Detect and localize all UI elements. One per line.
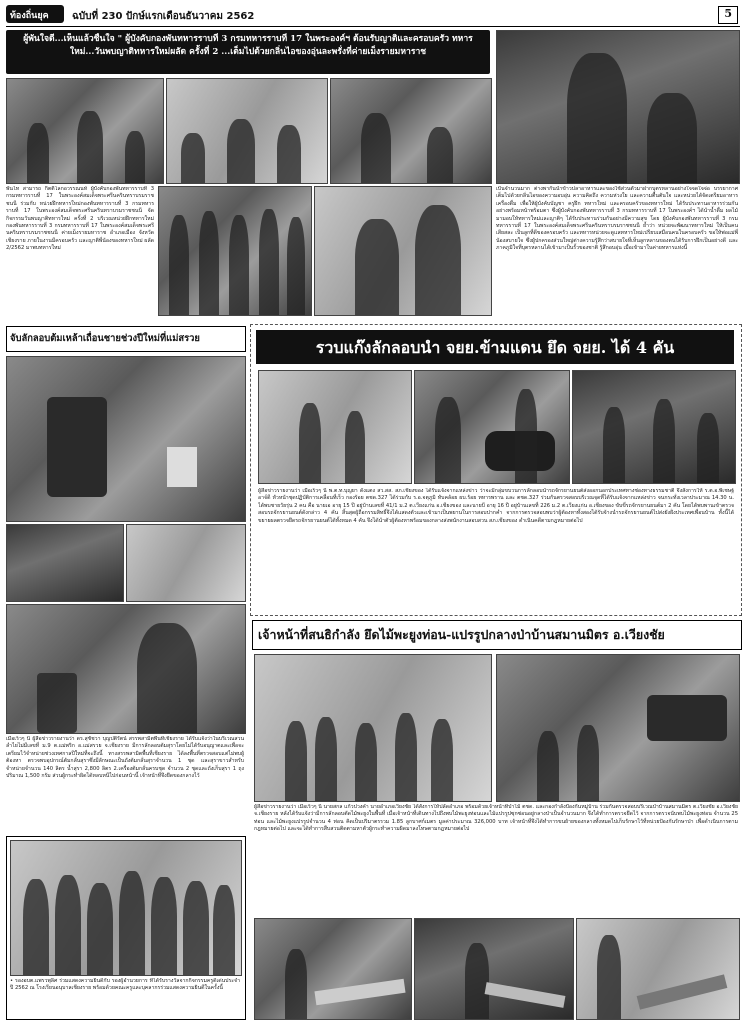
story3-photo-3 xyxy=(572,370,736,484)
story2-body: เมื่อเร็วๆ นี้ ผู้สื่อข่าวรายงานว่า ดร.สุชัชวา บุญปติรัตน์ สรรพสามิตพื้นที่เชียงราย ได้รับแจ้งว่าในบริเวณสวนลำไยไม่มีเลขที่ ม.9 ต.แม่พริก อ.แม่สรวย จ.เชียงราย มีการลักลอบต้มสุราโดยไม่ได้รับอนุญาตและเพื่อจะเตรียมไว้จำหน่ายช่วงเทศกาลปีใหม่ที่จะถึงนี้ ทางสรรพสามิตพื้นที่เชียงราย ได้ลงพื้นที่ตรวจสอบแต่ไม่พบผู้ต้องหา ตรวจพบอุปกรณ์ต้มกลั่นสุราซึ่งมีลักษณะเป็นถังต้มกลั่นสุราจำนวน 1 ชุด และสุราขาวสำหรับจำหน่ายจำนวน 140 ลิตร น้ำสุรา 2,800 ลิตร 2.เครื่องต้มกลั่นครบชุด จำนวน 2 ชุดและถังเก็บสุรา 1 ถุง ปริมาณ 1,500 กรัม ส่วนผู้กระทำผิดได้หลบหนีไปก่อนหน้านี้ เจ้าหน้าที่จึงยึดของกลางไว้ xyxy=(6,736,244,780)
masthead-logo-text: ท้องถิ่นยุค xyxy=(10,11,49,21)
society-photo xyxy=(10,840,242,976)
story2-photo-2 xyxy=(6,524,124,602)
issue-line: ฉบับที่ 230 ปักษ์แรกเดือนธันวาคม 2562 xyxy=(72,11,255,22)
story4-headline: เจ้าหน้าที่สนธิกำลัง ยึดไม้พะยูงท่อน-แปรรูปกลางป่าบ้านสมานมิตร อ.เวียงชัย xyxy=(258,627,665,642)
story1-photo-3 xyxy=(330,78,492,184)
story1-photo-1 xyxy=(6,78,164,184)
story1-photo-2 xyxy=(166,78,328,184)
page-number: 5 xyxy=(724,7,732,20)
story4-photo-3 xyxy=(254,918,412,1020)
story1-body-right: เป็นจำนวนมาก ต่างพากันนำข้าวปลาอาหารและของใช้ส่วนตัวมาฝากบุตรหลานอย่างใจจดใจจ่อ บรรยากาศเต็มไปด้วยกลิ่นไอของความอบอุ่น ความคิดถึง ความห่วงใย และความตื้นตันใจ และหน่วยได้จัดเตรียมอาหารเครื่องดื่ม เพื่อให้ผู้บังคับบัญชา ครูฝึก ทหารใหม่ และครอบครัวของทหารใหม่ ได้รับประทานอาหารร่วมกันอย่างพร้อมหน้าพร้อมตา ซึ่งผู้บังคับกองพันทหารราบที่ 3 กรมทหารราบที่ 17 ในพระองค์ฯ ได้นำน้ำดื่ม ผลไม้มามอบให้ทหารใหม่และญาติๆ ได้รับประทานร่วมกันอย่างมีความสุข โดย ผู้บังคับกองพันทหารราบที่ 3 กรมทหารราบที่ 17 ในพระองค์สมเด็จพระศรีนครินทราบรมราชชนนี ย้ำว่า หน่วยจะพัฒนาทหารใหม่ ให้เป็นคนเสียสละ เป็นลูกที่ดีของครอบครัว และทหารหน่วยจะดูแลทหารใหม่เปรียบเสมือนคนในครอบครัว ขอให้พ่อแม่พี่น้องสบายใจ ซึ่งผู้ปกครองส่วนใหญ่ต่างความรู้สึกว่าสบายใจที่เห็นลูกหลานของตนได้รับการฝึกเป็นอย่างดี และภาคภูมิใจที่บุตรหลานได้เข้ามาเป็นรั้วของชาติ รู้สึกอบอุ่น เมื่อเข้ามาในค่ายทหารแห่งนี้ xyxy=(496,186,738,252)
story2-headline: จับลักลอบต้มเหล้าเถื่อนชายช่วงปีใหม่ที่แม่สรวย xyxy=(10,333,200,344)
story4-photo-4 xyxy=(414,918,574,1020)
story2-photo-3 xyxy=(126,524,246,602)
story1-photo-5 xyxy=(314,186,492,316)
story3-photo-1 xyxy=(258,370,412,484)
story4-photo-5 xyxy=(576,918,740,1020)
story3-photo-2 xyxy=(414,370,570,484)
story1-headline: ผู้พันใจดี...เห็นแล้วชื่นใจ " ผู้บังคับกองพันทหารราบที่ 3 กรมทหารราบที่ 17 ในพระองค์ฯ ต้อนรับญาติและครอบครัว ทหารใหม่...วันพบญาติทหารใหม่ผลัด ครั้งที่ 2 ...เต็มไปด้วยกลิ่นไอของอุ่นละพรั่งที่ค่ายเม็งรายมหาราช xyxy=(23,34,473,57)
story2-photo-1 xyxy=(6,356,246,522)
story3-body: ผู้สื่อข่าวรายงานว่า เมื่อเร็วๆ นี้ พ.ต.ท.บุญยา ดังแตง สว.สส. สภ.เชียงของ ได้รับแจ้งจากแหล่งข่าว ว่าจะมีกลุ่มขบวนการลักลอบนำรถจักรยานยนต์ส่งออกนอกประเทศทางช่องทางธรรมชาติ จึงสั่งการให้ ร.ต.อ.พิเชษฐ์ อาจ์ดี หัวหน้าชุดปฏิบัติการเคลื่อนที่เร็ว กองร้อย ตชด.327 ได้ร่วมกับ ร.อ.จตุภูมิ ทับคล้อย ผบ.ร้อย ทหารพราน และ ตชด.327 ร่วมกันตรวจสอบบริเวณจุดที่ได้รับแจ้งจากแหล่งข่าว จนกระทั่งเวลาประมาณ 14.30 น. ได้พบชายวัยรุ่น 2 คน คือ นายเอ อายุ 15 ปี อยู่บ้านเลขที่ 41/1 ม.2 ต.เวียงแก่น อ.เชียงของ และนายบี อายุ 16 ปี อยู่บ้านเลขที่ 226 ม.2 ต.เวียงแก่น อ.เชียงของ ขับขี่รถจักรยานยนต์มา 2 คัน โดยได้พบพานเข้าตรวจสอบรถจักรยานยนต์ดังกล่าว 4 คัน สิ้นสุดผู้ถือกรรมสิทธิ์จึงได้แสดงตัวและเข้ามาเป็นพยานในการสอบปากคำ จากการตรวจสอบพบว่าผู้ต้องหาทั้งสองได้รับจ้างนำรถจักรยานยนต์ไปส่งยังฝั่งประเทศเพื่อนบ้าน ทั้งนี้ได้ขยายผลตรวจยึดรถจักรยานยนต์ได้ทั้งหมด 4 คัน จึงได้นำตัวผู้ต้องหาพร้อมของกลางส่งพนักงานสอบสวน สภ.เชียงของ ดำเนินคดีตามกฎหมายต่อไป xyxy=(258,488,734,524)
story3-headline: รวบแก๊งลักลอบนำ จยย.ข้ามแดน ยึด จยย. ได้ 4 คัน xyxy=(315,338,675,357)
story1-photo-main xyxy=(496,30,740,184)
masthead xyxy=(6,4,740,27)
story4-body: ผู้สื่อข่าวรายงานว่า เมื่อเร็วๆ นี้ นายสกล แก้วปวงคำ นายอำเภอเวียงชัย ได้สั่งการให้ปลัดอำเภอ พร้อมด้วยเจ้าหน้าที่ป่าไม้ ตชด. และกองกำลังป้องกันหมู่บ้าน ร่วมกันตรวจสอบบริเวณป่าบ้านสมานมิตร ต.เวียงชัย อ.เวียงชัย จ.เชียงราย หลังได้รับแจ้งว่ามีการลักลอบตัดไม้พะยูงในพื้นที่ เมื่อเจ้าหน้าที่เดินทางไปถึงพบไม้พะยูงท่อนและไม้แปรรูปซุกซ่อนอยู่กลางป่าเป็นจำนวนมาก จึงได้ทำการตรวจยึดไว้ จากการตรวจนับพบไม้พะยูงท่อน จำนวน 25 ท่อน และไม้พะยูงแปรรูปจำนวน 4 ท่อน คิดเป็นปริมาตรรวม 1.85 ลูกบาศก์เมตร มูลค่าประมาณ 326,000 บาท เจ้าหน้าที่จึงได้ทำการขนย้ายของกลางทั้งหมดไปเก็บรักษาไว้ที่หน่วยป้องกันรักษาป่า เพื่อดำเนินการตามกฎหมายต่อไป และจะได้ทำการสืบสวนติดตามหาตัวผู้กระทำความผิดมาลงโทษตามกฎหมายต่อไป xyxy=(254,804,738,833)
story4-photo-1 xyxy=(254,654,492,802)
society-caption: • รองอบต.แพรวพุลิศ ร่วมแสดงความยินดีกับ รองผู้อำนวยการ ที่ได้รับรางวัลจากกิจกรรมครูดีเด่นประจำปี 2562 ณ โรงเรียนอนุบาลเชียงราย พร้อมด้วยคณะครูและบุคลากรร่วมแสดงความยินดีในครั้งนี้ xyxy=(10,978,240,992)
story4-photo-2 xyxy=(496,654,740,802)
story2-photo-4 xyxy=(6,604,246,734)
story1-body-left: พันโท สามารถ กิตติโลกอวรรณนท์ ผู้บังคับกองพันทหารราบที่ 3 กรมทหารราบที่ 17 ในพระองค์สมเด็จพระศรีนครินทราบรมราชชนนี ร่วมกับ หน่วยฝึกทหารใหม่กองพันทหารราบที่ 3 กรมทหารราบที่ 17 ในพระองค์สมเด็จพระศรีนครินทราบรมราชชนนี จัดกิจกรรมวันพบญาติทหารใหม่ ครั้งที่ 2 บริเวณหน่วยฝึกทหารใหม่กองพันทหารราบที่ 3 กรมทหารราบที่ 17 ในพระองค์สมเด็จพระศรีนครินทราบรมราชชนนี ค่ายเม็งรายมหาราช อำเภอเมือง จังหวัดเชียงราย ภายในงานมีครอบครัว และญาติพี่น้องของทหารใหม่ ผลัด 2/2562 มาพบทหารใหม่ xyxy=(6,186,154,252)
story1-photo-4 xyxy=(158,186,312,316)
